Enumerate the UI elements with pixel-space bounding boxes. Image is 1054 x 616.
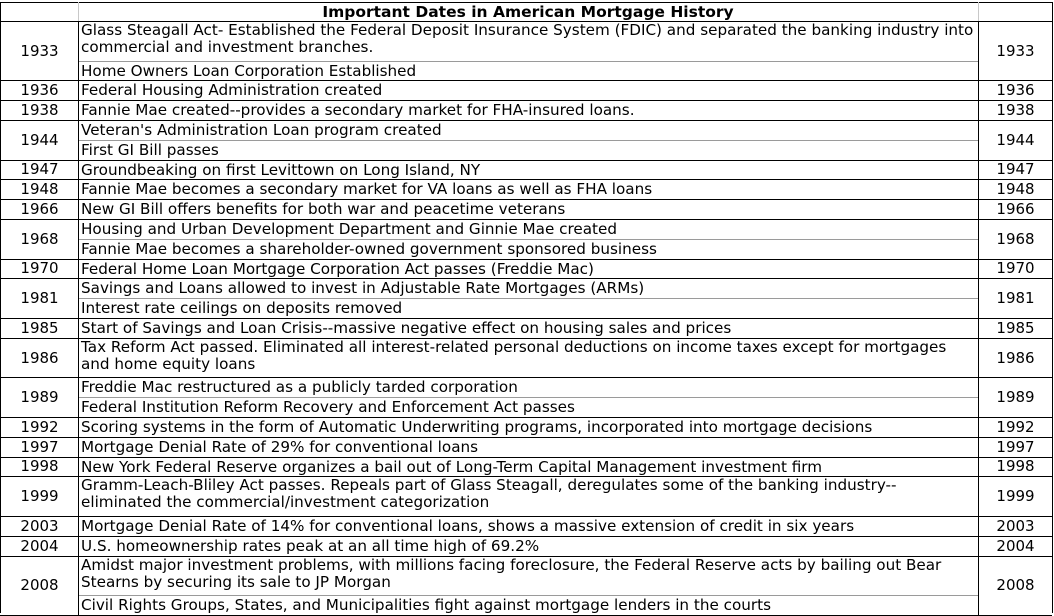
table-title: Important Dates in American Mortgage History bbox=[322, 3, 734, 21]
year-cell-left: 1968 bbox=[20, 229, 59, 248]
year-cell-right: 1970 bbox=[996, 259, 1035, 278]
year-cell-left: 1933 bbox=[20, 41, 59, 60]
event-cell: Savings and Loans allowed to invest in Adjustable Rate Mortgages (ARMs) bbox=[81, 279, 645, 298]
year-cell-left: 2004 bbox=[20, 536, 59, 555]
event-cell: Housing and Urban Development Department and Ginnie Mae created bbox=[81, 220, 617, 238]
event-cell: Scoring systems in the form of Automatic Underwriting programs, incorporated into mortgage decisions bbox=[81, 418, 873, 436]
year-cell-left: 1948 bbox=[20, 180, 59, 199]
year-cell-right: 1999 bbox=[996, 487, 1035, 506]
year-cell-left: 1947 bbox=[20, 160, 59, 179]
grid-line-header bbox=[978, 2, 979, 21]
year-cell-left: 2003 bbox=[20, 516, 59, 535]
event-cell: Gramm-Leach-Bliley Act passes. Repeals part of Glass Steagall, deregulates some of the banking industry--eliminated the commercial/investment categorization bbox=[81, 477, 897, 512]
year-cell-left: 2008 bbox=[20, 576, 59, 595]
event-cell: Fannie Mae becomes a shareholder-owned government sponsored business bbox=[81, 239, 657, 258]
year-cell-right: 1998 bbox=[996, 457, 1035, 476]
year-cell-left: 1985 bbox=[20, 318, 59, 337]
year-cell-left: 1989 bbox=[20, 388, 59, 407]
event-cell: U.S. homeownership rates peak at an all time high of 69.2% bbox=[81, 536, 540, 555]
year-cell-right: 2004 bbox=[996, 536, 1035, 555]
year-cell-right: 1985 bbox=[996, 318, 1035, 337]
year-cell-right: 2008 bbox=[996, 576, 1035, 595]
year-cell-left: 1992 bbox=[20, 417, 59, 436]
year-cell-left: 1944 bbox=[20, 130, 59, 149]
event-cell: Federal Home Loan Mortgage Corporation Act passes (Freddie Mac) bbox=[81, 259, 594, 278]
grid-line-right bbox=[1052, 2, 1053, 613]
year-cell-left: 1938 bbox=[20, 101, 59, 120]
year-cell-left: 1999 bbox=[20, 487, 59, 506]
year-cell-right: 1997 bbox=[996, 437, 1035, 456]
year-cell-left: 1997 bbox=[20, 437, 59, 456]
grid-line-col bbox=[78, 21, 79, 615]
year-cell-right: 1986 bbox=[996, 348, 1035, 367]
year-cell-right: 1968 bbox=[996, 229, 1035, 248]
grid-line-col bbox=[978, 21, 979, 615]
event-cell: Fannie Mae becomes a secondary market for VA loans as well as FHA loans bbox=[81, 180, 653, 199]
year-cell-right: 1966 bbox=[996, 200, 1035, 219]
event-cell: Civil Rights Groups, States, and Municipalities fight against mortgage lenders in the courts bbox=[81, 596, 771, 615]
year-cell-left: 1986 bbox=[20, 348, 59, 367]
year-cell-right: 1938 bbox=[996, 101, 1035, 120]
year-cell-left: 1998 bbox=[20, 457, 59, 476]
year-cell-right: 1944 bbox=[996, 130, 1035, 149]
event-cell: Mortgage Denial Rate of 14% for conventional loans, shows a massive extension of credit in six years bbox=[81, 517, 855, 535]
event-cell: Home Owners Loan Corporation Established bbox=[81, 61, 417, 80]
event-cell: Freddie Mac restructured as a publicly tarded corporation bbox=[81, 378, 518, 397]
grid-line-top bbox=[0, 2, 1052, 3]
year-cell-right: 1989 bbox=[996, 388, 1035, 407]
year-cell-right: 2003 bbox=[996, 516, 1035, 535]
event-cell: Veteran's Administration Loan program created bbox=[81, 121, 442, 139]
year-cell-right: 1947 bbox=[996, 160, 1035, 179]
event-cell: New York Federal Reserve organizes a bail out of Long-Term Capital Management investment firm bbox=[81, 457, 823, 476]
event-cell: Federal Institution Reform Recovery and Enforcement Act passes bbox=[81, 398, 575, 417]
year-cell-left: 1981 bbox=[20, 289, 59, 308]
year-cell-right: 1992 bbox=[996, 417, 1035, 436]
year-cell-right: 1981 bbox=[996, 289, 1035, 308]
event-cell: Glass Steagall Act- Established the Federal Deposit Insurance System (FDIC) and separated the banking industry into commercial and investment branches. bbox=[81, 22, 974, 56]
year-cell-left: 1936 bbox=[20, 81, 59, 100]
event-cell: Interest rate ceilings on deposits removed bbox=[81, 299, 403, 318]
event-cell: Mortgage Denial Rate of 29% for conventional loans bbox=[81, 437, 479, 456]
event-cell: Federal Housing Administration created bbox=[81, 81, 383, 100]
event-cell: New GI Bill offers benefits for both war and peacetime veterans bbox=[81, 200, 566, 219]
year-cell-left: 1970 bbox=[20, 259, 59, 278]
event-cell: Groundbeaking on first Levittown on Long Island, NY bbox=[81, 160, 481, 179]
event-cell: Fannie Mae created--provides a secondary market for FHA-insured loans. bbox=[81, 101, 635, 120]
year-cell-right: 1948 bbox=[996, 180, 1035, 199]
year-cell-right: 1936 bbox=[996, 81, 1035, 100]
event-cell: First GI Bill passes bbox=[81, 140, 219, 159]
event-cell: Start of Savings and Loan Crisis--massive negative effect on housing sales and prices bbox=[81, 319, 732, 337]
year-cell-left: 1966 bbox=[20, 200, 59, 219]
event-cell: Tax Reform Act passed. Eliminated all interest-related personal deductions on income taxes except for mortgages and home equity loans bbox=[81, 338, 947, 373]
year-cell-right: 1933 bbox=[996, 41, 1035, 60]
grid-line-header bbox=[78, 2, 79, 21]
event-cell: Amidst major investment problems, with millions facing foreclosure, the Federal Reserve acts by bailing out Bear Stearns by securing its sale to JP Morgan bbox=[81, 556, 942, 591]
